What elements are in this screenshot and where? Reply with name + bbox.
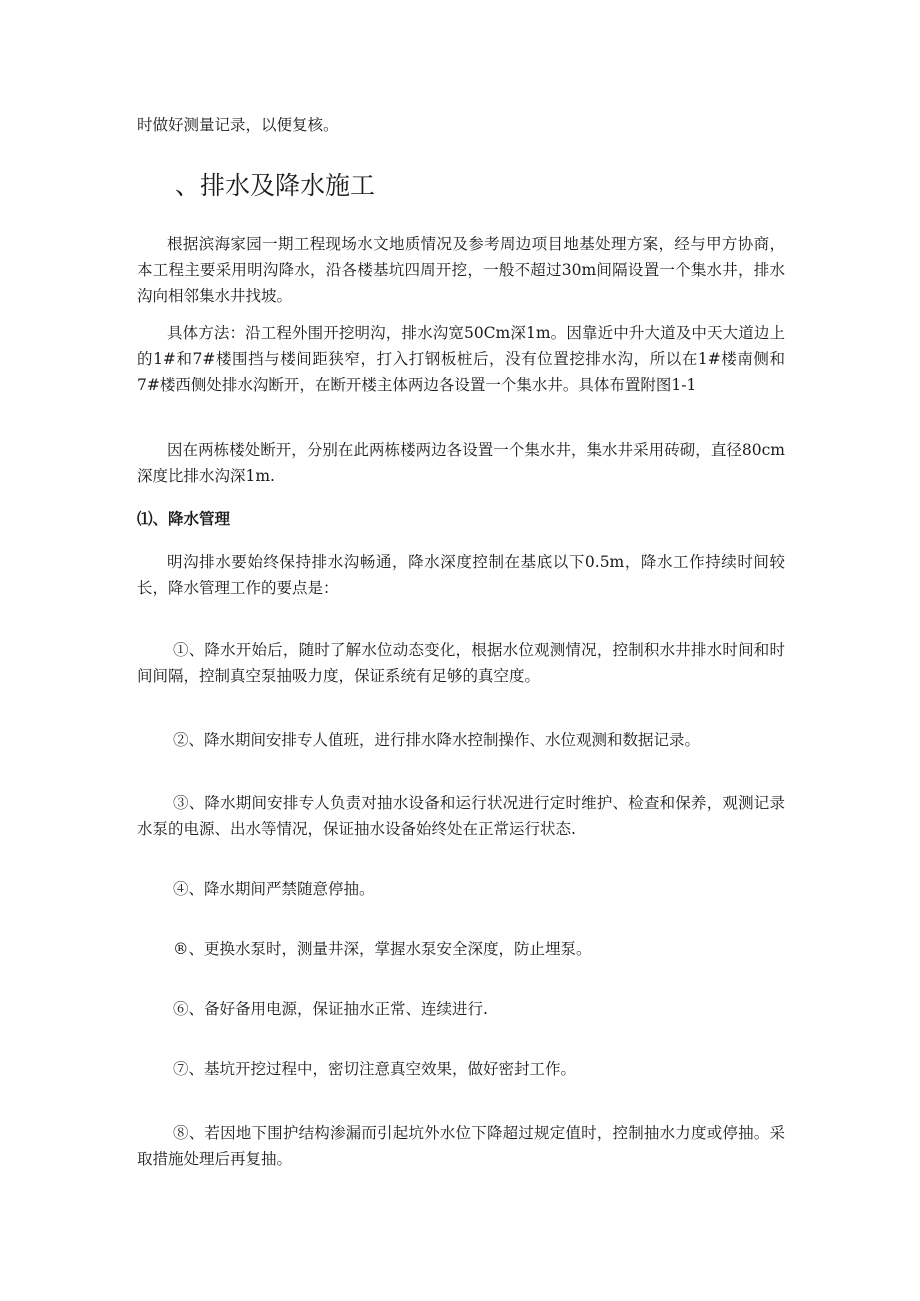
- list-item-3: ③、降水期间安排专人负责对抽水设备和运行状况进行定时维护、检查和保养，观测记录水泵的电源、出水等情况，保证抽水设备始终处在正常运行状态.: [137, 794, 785, 838]
- continuation-text: 时做好测量记录，以便复核。: [137, 116, 339, 134]
- list-item-4: ④、降水期间严禁随意停抽。: [173, 880, 375, 898]
- paragraph-3: 因在两栋楼处断开，分别在此两栋楼两边各设置一个集水井，集水井采用砖砌，直径80cm深度比排水沟深1m.: [137, 441, 785, 485]
- list-item-8: ⑧、若因地下围护结构渗漏而引起坑外水位下降超过规定值时，控制抽水力度或停抽。采取措施处理后再复抽。: [137, 1124, 785, 1168]
- subsection-title: ⑴、降水管理: [137, 509, 231, 528]
- list-item-5: ®、更换水泵时，测量井深，掌握水泵安全深度，防止埋泵。: [173, 940, 592, 958]
- list-item-2: ②、降水期间安排专人值班，进行排水降水控制操作、水位观测和数据记录。: [173, 731, 701, 749]
- list-item-6: ⑥、备好备用电源，保证抽水正常、连续进行.: [173, 1000, 488, 1018]
- intro-paragraph: 明沟排水要始终保持排水沟畅通，降水深度控制在基底以下0.5m，降水工作持续时间较长，降水管理工作的要点是：: [137, 553, 785, 597]
- list-item-7: ⑦、基坑开挖过程中，密切注意真空效果，做好密封工作。: [173, 1060, 577, 1078]
- paragraph-1: 根据滨海家园一期工程现场水文地质情况及参考周边项目地基处理方案，经与甲方协商，本工程主要采用明沟降水，沿各楼基坑四周开挖，一般不超过30m间隔设置一个集水井，排水沟向相邻集水井找坡。: [137, 235, 785, 305]
- paragraph-2: 具体方法：沿工程外围开挖明沟，排水沟宽50Cm深1m。因靠近中升大道及中天大道边上的1#和7#楼围挡与楼间距狭窄，打入打钢板桩后，没有位置挖排水沟，所以在1#楼南侧和7#楼西侧处排水沟断开，在断开楼主体两边各设置一个集水井。具体布置附图1-1: [137, 324, 785, 394]
- section-title: 、排水及降水施工: [175, 171, 376, 200]
- list-item-1: ①、降水开始后，随时了解水位动态变化，根据水位观测情况，控制积水井排水时间和时间间隔，控制真空泵抽吸力度，保证系统有足够的真空度。: [137, 641, 785, 685]
